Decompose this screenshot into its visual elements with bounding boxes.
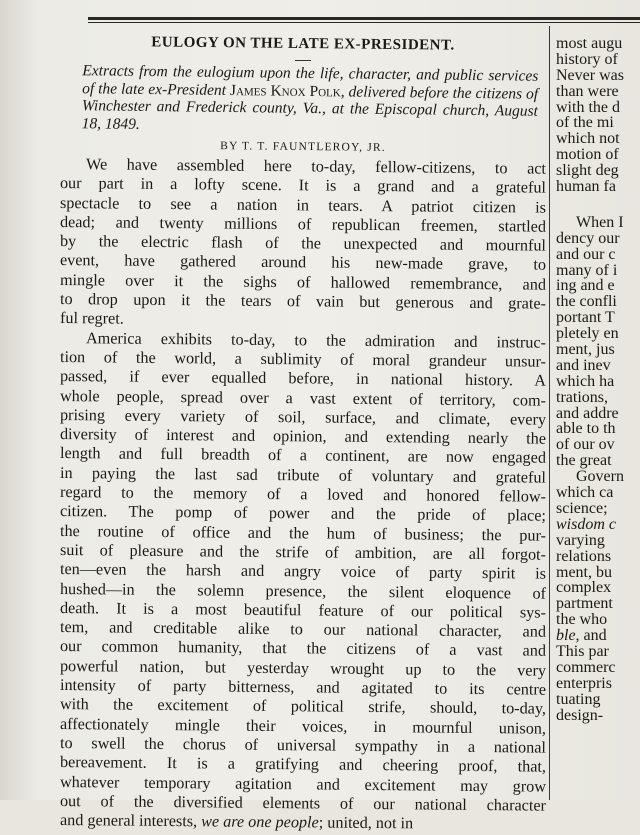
text-line: design- <box>556 706 604 724</box>
text-line: Govern <box>576 468 624 486</box>
text-line: enterpris <box>556 674 612 692</box>
text-line: ment, bu <box>556 563 612 581</box>
text-line: which ha <box>556 372 615 390</box>
text-line: dead; and twenty millions of republican freemen, startled <box>59 212 547 236</box>
intro-name: James Knox Polk, <box>229 81 345 100</box>
text-line: hushed—in the solemn presence, the silent eloquence of <box>59 579 547 603</box>
text-line: regard to the memory of a loved and honored fellow- <box>59 483 547 506</box>
article-intro <box>82 62 539 138</box>
top-rule-thin <box>88 22 640 23</box>
text-line: affectionately mingle their voices, in mournful unison, <box>59 714 547 738</box>
text-line: science; <box>556 499 608 517</box>
text-line: We have assembled here to-day, fellow-citizens, to act <box>85 155 547 178</box>
text-line: portant T <box>556 309 615 327</box>
text-line: tem, and creditable alike to our national character, and <box>59 618 547 641</box>
text-line: tuating <box>556 690 601 708</box>
text-line: diversity of interest and opinion, and extending nearly the <box>59 425 547 448</box>
text-line: motion of <box>556 146 619 164</box>
text-line: in paying the last sad tribute of voluntary and grateful <box>59 463 547 487</box>
text-line: This par <box>556 642 609 660</box>
text-line: trations, <box>556 388 608 406</box>
text-line: event, have gathered around his new-made grave, to <box>59 251 547 275</box>
text-line: America exhibits to-day, to the admiration and instruc- <box>85 328 547 352</box>
text-line: Never was <box>556 66 624 84</box>
body-line-final <box>60 811 546 835</box>
final-italic: we are one people <box>201 812 319 832</box>
text-line: When I <box>576 213 624 231</box>
text-line: mingle over it the sighs of hallowed remembrance, and <box>59 270 547 294</box>
paragraph-2 <box>59 328 547 815</box>
text-line: by the electric flash of the unexpected and mournful <box>59 232 547 255</box>
top-rule <box>88 17 640 20</box>
column-rule <box>549 26 550 800</box>
text-line: powerful nation, but yesterday wrought up to the very <box>59 656 547 680</box>
text-line: to swell the chorus of universal sympathy in a national <box>59 733 547 757</box>
text-line: which not <box>556 130 620 148</box>
text-line: tion of the world, a sublimity of moral grandeur unsur- <box>59 347 547 371</box>
text-line: whatever temporary agitation and excitement may grow <box>59 772 547 796</box>
text-line: spectacle to see a nation in tears. A patriot citizen is <box>59 193 547 217</box>
text-line: death. It is a most beautiful feature of our political sys- <box>59 598 547 622</box>
text-line: length and full breadth of a continent, are now engaged <box>59 444 547 468</box>
text-line: human fa <box>556 178 616 196</box>
text-line: relations <box>556 547 612 565</box>
text-line: and addre <box>556 404 619 422</box>
right-gap <box>556 195 640 215</box>
main-column <box>59 30 547 833</box>
text-line: bereavement. It is a gratifying and cheering proof, that, <box>59 753 547 776</box>
text-line: which ca <box>556 484 614 502</box>
right-block-4 <box>556 533 640 628</box>
intro-post: delivered before the citizens of Winchester and Frederick county, Va., at the Episcopal church, August 18, 1849. <box>81 82 539 133</box>
text-line: of our ov <box>556 436 615 454</box>
text-line: ing and e <box>556 277 615 295</box>
text-line: whole people, spread over a vast extent of territory, com- <box>59 386 547 410</box>
right-block-2 <box>556 215 640 469</box>
right-block-1 <box>556 36 640 195</box>
text-line: passed, if ever equalled before, in national history. A <box>59 367 547 390</box>
text-line: able to th <box>556 420 616 438</box>
right-line-mixed <box>556 628 640 644</box>
right-italic-ble: ble, <box>556 627 580 645</box>
right-line-italic: wisdom c <box>556 515 616 533</box>
text-line: most augu <box>556 35 623 52</box>
paragraph-1 <box>60 155 546 329</box>
right-block-5 <box>556 644 640 723</box>
text-line: intensity of party bitterness, and agitated to its centre <box>59 676 547 699</box>
text-line: the confli <box>556 293 617 311</box>
text-line: complex <box>556 579 612 597</box>
text-line: of the mi <box>556 114 614 132</box>
text-line: dency our <box>556 229 620 247</box>
text-line: than were <box>556 82 619 100</box>
right-block-3 <box>556 469 640 517</box>
final-pre: and general interests, <box>59 811 198 831</box>
article-byline: BY T. T. FAUNTLEROY, JR. <box>220 140 386 154</box>
text-line: to drop upon it the tears of vain but generous and grate- <box>59 290 547 313</box>
final-post: ; united, not in <box>318 813 414 833</box>
headline-dash <box>295 60 311 61</box>
text-line: ment, jus <box>556 341 615 359</box>
text-line: out of the diversified elements of our national character <box>59 791 547 815</box>
text-line: history of <box>556 50 618 68</box>
text-line: our common humanity, that the citizens of a vast and <box>59 637 547 661</box>
text-line: the who <box>556 611 608 629</box>
right-and: and <box>579 627 607 645</box>
intro-pre: Extracts from the eulogium upon the life, character, and public services of the late ex-President <box>82 62 539 99</box>
text-line: the routine of office and the hum of business; the pur- <box>59 521 547 545</box>
text-line: varying <box>556 531 605 549</box>
text-line: citizen. The pomp of power and the pride of place; <box>59 502 547 526</box>
text-line: our part in a lofty scene. It is a grand and a grateful <box>59 174 547 197</box>
article-headline: EULOGY ON THE LATE EX-PRESIDENT. <box>151 34 455 54</box>
text-line: prising every variety of soil, surface, and climate, every <box>59 405 547 429</box>
text-line: and our c <box>556 245 616 263</box>
text-line: pletely en <box>556 325 619 343</box>
text-line: partment <box>556 595 613 613</box>
text-line: and inev <box>556 356 611 374</box>
text-line: slight deg <box>556 162 619 180</box>
text-line: the great <box>556 452 612 470</box>
text-line: with the d <box>556 98 620 116</box>
text-line: many of i <box>556 261 618 279</box>
text-line: suit of pleasure and the strife of ambition, are all forgot- <box>59 540 547 564</box>
text-line: with the excitement of political strife, should, to-day, <box>59 695 547 718</box>
text-line: ful regret. <box>59 309 124 328</box>
text-line: commerc <box>556 658 616 676</box>
right-column <box>556 36 640 723</box>
text-line: ten—even the harsh and angry voice of party spirit is <box>59 560 547 583</box>
